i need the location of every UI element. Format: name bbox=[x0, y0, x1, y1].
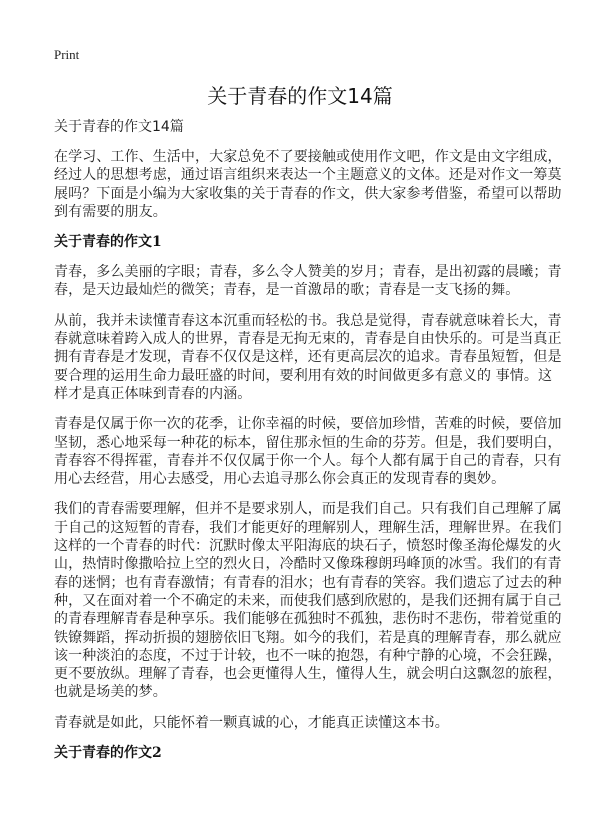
text-line: 青春是仅属于你一次的花季，让你幸福的时候，要倍加珍惜，苦难的时候，要倍加 bbox=[54, 416, 562, 433]
text-line: 该一种淡泊的态度，不过于计较，也不一味的抱怨，有种宁静的心境，不会狂躁， bbox=[54, 647, 562, 664]
text-line: 要合理的运用生命力最旺盛的时间，要利用有效的时间做更多有意义的 事情。这 bbox=[54, 367, 553, 384]
text-line: 山，热情时像撒哈拉上空的烈火日，冷酷时又像珠穆朗玛峰顶的冰雪。我们的有青 bbox=[54, 556, 562, 573]
text-line: 春，是天边最灿烂的微笑；青春，是一首激昂的歌；青春是一支飞扬的舞。 bbox=[54, 282, 520, 299]
text-line: 铁镣舞蹈，挥动折损的翅膀依旧飞翔。如今的我们，若是真的理解青春，那么就应 bbox=[54, 629, 562, 646]
text-line: 坚韧，悉心地采每一种花的标本，留住那永恒的生命的芬芳。但是，我们要明白， bbox=[54, 434, 562, 451]
text-line: 这样的一个青春的时代：沉默时像太平阳海底的块石子，愤怒时像圣海伦爆发的火 bbox=[54, 538, 562, 555]
print-link[interactable]: Print bbox=[54, 47, 80, 62]
text-line: 春的迷惘；也有青春激情；有青春的泪水；也有青春的笑容。我们遗忘了过去的种 bbox=[54, 574, 562, 591]
text-line: 青春，多么美丽的字眼；青春，多么令人赞美的岁月；青春，是出初露的晨曦；青 bbox=[54, 264, 562, 281]
paragraph bbox=[54, 415, 574, 488]
paragraph bbox=[54, 500, 574, 701]
text-line: 经过人的思想考虑，通过语言组织来表达一个主题意义的文体。还是对作文一筹莫 bbox=[54, 167, 562, 184]
paragraph bbox=[54, 263, 574, 300]
text-line: 我们的青春需要理解，但并不是要求别人，而是我们自己。只有我们自己理解了属 bbox=[54, 501, 562, 518]
text-line: 展吗？下面是小编为大家收集的关于青春的作文，供大家参考借鉴，希望可以帮助 bbox=[54, 185, 562, 202]
text-line: 拥有青春是才发现，青春不仅仅是这样，还有更高层次的追求。青春虽短暂，但是 bbox=[54, 349, 562, 366]
text-line: 于自己的这短暂的青春，我们才能更好的理解别人，理解生活，理解世界。在我们 bbox=[54, 519, 562, 536]
paragraph bbox=[54, 714, 574, 732]
intro-paragraph bbox=[54, 148, 574, 221]
text-line: 的青春理解青春是种享乐。我们能够在孤独时不孤独，悲伤时不悲伤，带着觉重的 bbox=[54, 611, 562, 628]
text-line: 也就是场美的梦。 bbox=[54, 684, 167, 701]
text-line: 更不要放纵。理解了青春，也会更懂得人生，懂得人生，就会明白这飘忽的旅程， bbox=[54, 666, 562, 683]
article-body bbox=[54, 118, 574, 774]
article-subtitle: 关于青春的作文14篇 bbox=[54, 119, 184, 135]
text-line: 在学习、工作、生活中，大家总免不了要接触或使用作文吧，作文是由文字组成， bbox=[54, 149, 562, 165]
paragraph bbox=[54, 312, 574, 403]
text-line: 青春就是如此，只能怀着一颗真诚的心，才能真正读懂这本书。 bbox=[54, 714, 449, 731]
text-line: 用心去经营，用心去感受，用心去追寻那么你会真正的发现青春的奥妙。 bbox=[54, 471, 506, 488]
text-line: 到有需要的朋友。 bbox=[54, 203, 167, 220]
page-title: 关于青春的作文14篇 bbox=[207, 84, 393, 108]
text-line: 春就意味着跨入成人的世界，青春是无拘无束的，青春是自由快乐的。可是当真正 bbox=[54, 331, 562, 348]
text-line: 从前，我并未读懂青春这本沉重而轻松的书。我总是觉得，青春就意味着长大，青 bbox=[54, 312, 562, 329]
section-heading-2: 关于青春的作文2 bbox=[54, 745, 162, 762]
text-line: 样才是真正体味到青春的内涵。 bbox=[54, 385, 252, 402]
text-line: 青春容不得挥霍，青春并不仅仅属于你一个人。每个人都有属于自己的青春，只有 bbox=[54, 452, 562, 469]
text-line: 种，又在面对着一个不确定的未来，而使我们感到欣慰的，是我们还拥有属于自己 bbox=[54, 592, 562, 609]
section-heading-1: 关于青春的作文1 bbox=[54, 234, 162, 251]
